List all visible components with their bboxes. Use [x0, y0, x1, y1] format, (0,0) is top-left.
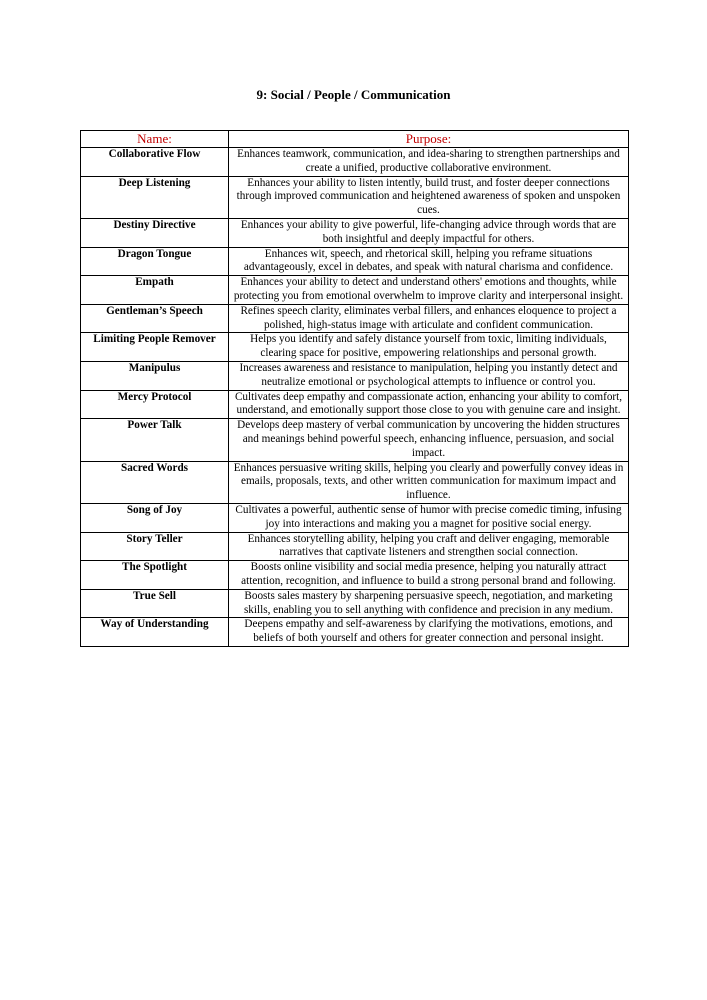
program-purpose: Refines speech clarity, eliminates verbal fillers, and enhances eloquence to project a polished, high-status image with articulate and confident communication.	[229, 304, 629, 333]
table-row	[81, 361, 629, 390]
table-row	[81, 532, 629, 561]
program-purpose: Develops deep mastery of verbal communication by uncovering the hidden structures and meanings behind powerful speech, enhancing influence, persuasion, and social impact.	[229, 419, 629, 461]
program-purpose: Enhances your ability to give powerful, life-changing advice through words that are both insightful and deeply impactful for others.	[229, 218, 629, 247]
program-name: True Sell	[81, 589, 229, 618]
program-name: Limiting People Remover	[81, 333, 229, 362]
program-name: Sacred Words	[81, 461, 229, 503]
program-purpose: Enhances your ability to detect and understand others' emotions and thoughts, while protecting you from emotional overwhelm to improve clarity and interpersonal insight.	[229, 276, 629, 305]
program-name: Destiny Directive	[81, 218, 229, 247]
program-purpose: Boosts online visibility and social media presence, helping you naturally attract attention, recognition, and influence to build a strong personal brand and following.	[229, 561, 629, 590]
program-name: Manipulus	[81, 361, 229, 390]
table-row	[81, 589, 629, 618]
program-purpose: Enhances your ability to listen intently, build trust, and foster deeper connections through improved communication and heightened awareness of spoken and unspoken cues.	[229, 176, 629, 218]
program-purpose: Boosts sales mastery by sharpening persuasive speech, negotiation, and marketing skills, enabling you to sell anything with confidence and precision in any medium.	[229, 589, 629, 618]
table-row	[81, 176, 629, 218]
name-column-header: Name:	[81, 131, 229, 148]
program-name: The Spotlight	[81, 561, 229, 590]
table-body	[81, 148, 629, 647]
table-row	[81, 561, 629, 590]
program-purpose: Enhances teamwork, communication, and idea-sharing to strengthen partnerships and create a unified, productive collaborative environment.	[229, 148, 629, 177]
program-name: Mercy Protocol	[81, 390, 229, 419]
program-purpose: Cultivates a powerful, authentic sense of humor with precise comedic timing, infusing joy into interactions and making you a magnet for positive social energy.	[229, 503, 629, 532]
table-row	[81, 247, 629, 276]
program-purpose: Deepens empathy and self-awareness by clarifying the motivations, emotions, and beliefs of both yourself and others for greater connection and personal insight.	[229, 618, 629, 647]
program-name: Story Teller	[81, 532, 229, 561]
program-name: Power Talk	[81, 419, 229, 461]
program-purpose: Enhances storytelling ability, helping you craft and deliver engaging, memorable narratives that captivate listeners and strengthen social connection.	[229, 532, 629, 561]
table-row	[81, 304, 629, 333]
program-purpose: Enhances wit, speech, and rhetorical skill, helping you reframe situations advantageously, excel in debates, and speak with natural charisma and confidence.	[229, 247, 629, 276]
table-row	[81, 390, 629, 419]
table-row	[81, 461, 629, 503]
table-row	[81, 218, 629, 247]
program-purpose: Cultivates deep empathy and compassionate action, enhancing your ability to comfort, understand, and emotionally support those close to you with genuine care and insight.	[229, 390, 629, 419]
program-name: Gentleman’s Speech	[81, 304, 229, 333]
program-name: Collaborative Flow	[81, 148, 229, 177]
program-purpose: Helps you identify and safely distance yourself from toxic, limiting individuals, clearing space for positive, empowering relationships and personal growth.	[229, 333, 629, 362]
program-name: Empath	[81, 276, 229, 305]
program-table	[80, 130, 629, 647]
table-row	[81, 276, 629, 305]
table-row	[81, 148, 629, 177]
purpose-column-header: Purpose:	[229, 131, 629, 148]
table-row	[81, 419, 629, 461]
table-header-row	[81, 131, 629, 148]
program-purpose: Increases awareness and resistance to manipulation, helping you instantly detect and neutralize emotional or psychological attempts to influence or control you.	[229, 361, 629, 390]
program-name: Dragon Tongue	[81, 247, 229, 276]
table-row	[81, 503, 629, 532]
program-name: Deep Listening	[81, 176, 229, 218]
page-title: 9: Social / People / Communication	[256, 87, 451, 102]
program-name: Song of Joy	[81, 503, 229, 532]
program-purpose: Enhances persuasive writing skills, helping you clearly and powerfully convey ideas in emails, proposals, texts, and other written communication for maximum impact and influence.	[229, 461, 629, 503]
table-row	[81, 618, 629, 647]
program-name: Way of Understanding	[81, 618, 229, 647]
table-row	[81, 333, 629, 362]
